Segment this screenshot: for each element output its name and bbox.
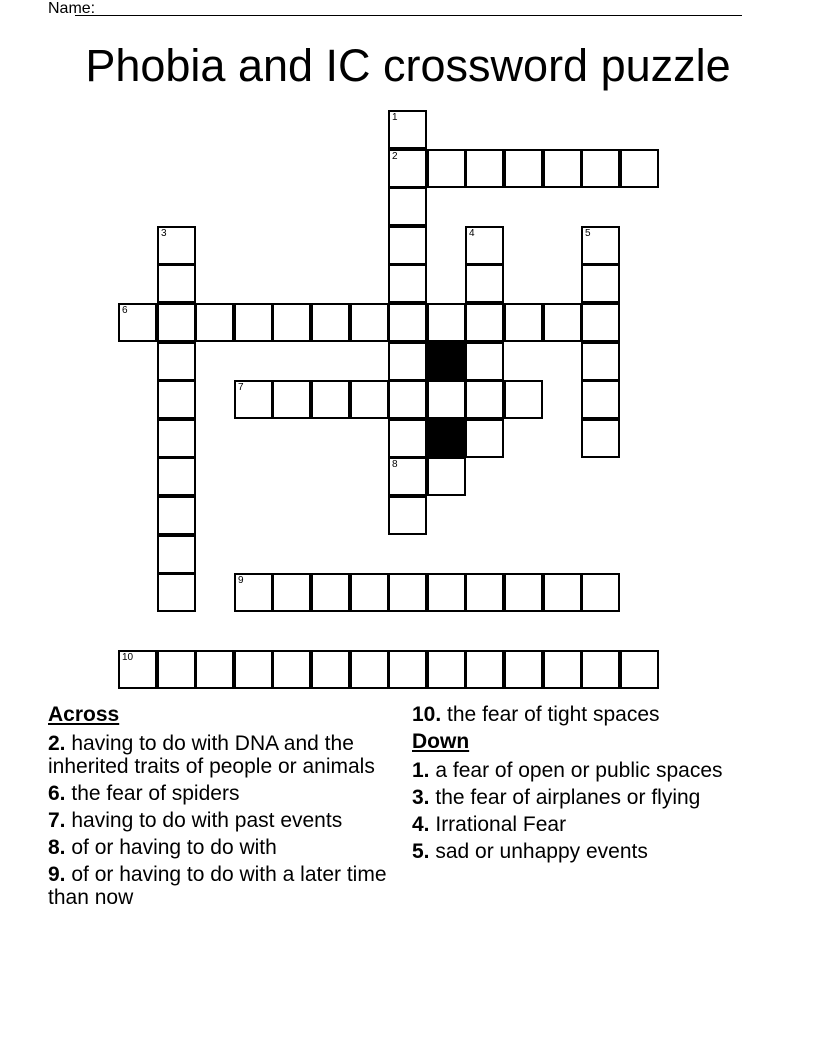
- down-heading: Down: [412, 730, 470, 753]
- grid-cell[interactable]: [311, 303, 350, 342]
- clue-number: 7: [238, 382, 244, 393]
- across-heading: Across: [48, 703, 120, 726]
- grid-cell[interactable]: [581, 342, 620, 381]
- grid-cell[interactable]: [350, 380, 389, 419]
- grid-cell[interactable]: [388, 650, 427, 689]
- grid-cell[interactable]: [157, 573, 196, 612]
- grid-cell[interactable]: [465, 573, 504, 612]
- grid-cell[interactable]: [388, 457, 427, 496]
- grid-cell[interactable]: [195, 650, 234, 689]
- grid-cell[interactable]: [118, 303, 157, 342]
- grid-cell[interactable]: [427, 457, 466, 496]
- grid-cell[interactable]: [504, 650, 543, 689]
- down-clue-5: 5. sad or unhappy events: [412, 840, 648, 863]
- grid-cell[interactable]: [388, 303, 427, 342]
- grid-cell[interactable]: [581, 303, 620, 342]
- clue-number: 9: [238, 575, 244, 586]
- grid-cell[interactable]: [157, 535, 196, 574]
- across-clue-9: 9. of or having to do with a later time than now: [48, 863, 387, 909]
- page-title: Phobia and IC crossword puzzle: [85, 40, 731, 91]
- grid-cell[interactable]: [504, 149, 543, 188]
- down-clue-4: 4. Irrational Fear: [412, 813, 567, 836]
- grid-cell[interactable]: [388, 573, 427, 612]
- grid-cell[interactable]: [465, 226, 504, 265]
- grid-cell[interactable]: [388, 264, 427, 303]
- grid-cell[interactable]: [620, 149, 659, 188]
- grid-cell[interactable]: [620, 650, 659, 689]
- black-cell: [427, 342, 466, 381]
- grid-cell[interactable]: [543, 650, 582, 689]
- grid-cell[interactable]: [504, 303, 543, 342]
- grid-cell[interactable]: [234, 380, 273, 419]
- clue-number: 2: [392, 151, 398, 162]
- grid-cell[interactable]: [465, 419, 504, 458]
- grid-cell[interactable]: [350, 303, 389, 342]
- grid-cell[interactable]: [157, 226, 196, 265]
- grid-cell[interactable]: [504, 573, 543, 612]
- grid-cell[interactable]: [350, 650, 389, 689]
- across-clue-8: 8. of or having to do with: [48, 836, 277, 859]
- grid-cell[interactable]: [388, 226, 427, 265]
- grid-cell[interactable]: [388, 496, 427, 535]
- grid-cell[interactable]: [581, 149, 620, 188]
- grid-cell[interactable]: [465, 650, 504, 689]
- name-label: Name:: [48, 0, 96, 17]
- grid-cell[interactable]: [272, 650, 311, 689]
- across-clue-10: 10. the fear of tight spaces: [412, 703, 660, 726]
- grid-cell[interactable]: [543, 149, 582, 188]
- grid-cell[interactable]: [581, 226, 620, 265]
- grid-cell[interactable]: [504, 380, 543, 419]
- grid-cell[interactable]: [234, 303, 273, 342]
- grid-cell[interactable]: [272, 303, 311, 342]
- grid-cell[interactable]: [581, 650, 620, 689]
- grid-cell[interactable]: [465, 264, 504, 303]
- grid-cell[interactable]: [157, 342, 196, 381]
- grid-cell[interactable]: [581, 419, 620, 458]
- grid-cell[interactable]: [465, 303, 504, 342]
- clue-number: 4: [469, 228, 475, 239]
- down-clue-1: 1. a fear of open or public spaces: [412, 759, 723, 782]
- grid-cell[interactable]: [427, 149, 466, 188]
- grid-cell[interactable]: [388, 419, 427, 458]
- grid-cell[interactable]: [581, 264, 620, 303]
- grid-cell[interactable]: [581, 573, 620, 612]
- grid-cell[interactable]: [543, 573, 582, 612]
- across-clue-6: 6. the fear of spiders: [48, 782, 240, 805]
- across-clue-7: 7. having to do with past events: [48, 809, 343, 832]
- grid-cell[interactable]: [272, 573, 311, 612]
- grid-cell[interactable]: [350, 573, 389, 612]
- grid-cell[interactable]: [465, 149, 504, 188]
- grid-cell[interactable]: [388, 380, 427, 419]
- clue-number: 5: [585, 228, 591, 239]
- grid-cell[interactable]: [118, 650, 157, 689]
- grid-cell[interactable]: [195, 303, 234, 342]
- grid-cell[interactable]: [157, 457, 196, 496]
- clues-right-column: [412, 703, 752, 867]
- clue-number: 1: [392, 112, 398, 123]
- grid-cell[interactable]: [311, 380, 350, 419]
- grid-cell[interactable]: [157, 303, 196, 342]
- clue-number: 3: [161, 228, 167, 239]
- grid-cell[interactable]: [157, 496, 196, 535]
- clue-number: 10: [122, 652, 134, 663]
- grid-cell[interactable]: [427, 650, 466, 689]
- clue-number: 6: [122, 305, 128, 316]
- grid-cell[interactable]: [311, 650, 350, 689]
- clue-number: 8: [392, 459, 398, 470]
- grid-cell[interactable]: [157, 380, 196, 419]
- across-clue-2: 2. having to do with DNA and the inherited traits of people or animals: [48, 732, 375, 778]
- grid-cell[interactable]: [465, 342, 504, 381]
- black-cell: [427, 419, 466, 458]
- grid-cell[interactable]: [543, 303, 582, 342]
- grid-cell[interactable]: [157, 650, 196, 689]
- clues-left-column: [48, 703, 388, 913]
- grid-cell[interactable]: [311, 573, 350, 612]
- grid-cell[interactable]: [157, 264, 196, 303]
- grid-cell[interactable]: [581, 380, 620, 419]
- grid-cell[interactable]: [388, 187, 427, 226]
- grid-cell[interactable]: [465, 380, 504, 419]
- grid-cell[interactable]: [234, 573, 273, 612]
- grid-cell[interactable]: [427, 573, 466, 612]
- grid-cell[interactable]: [388, 110, 427, 149]
- grid-cell[interactable]: [388, 149, 427, 188]
- grid-cell[interactable]: [157, 419, 196, 458]
- grid-cell[interactable]: [427, 380, 466, 419]
- grid-cell[interactable]: [427, 303, 466, 342]
- down-clue-3: 3. the fear of airplanes or flying: [412, 786, 701, 809]
- grid-cell[interactable]: [272, 380, 311, 419]
- grid-cell[interactable]: [388, 342, 427, 381]
- grid-cell[interactable]: [234, 650, 273, 689]
